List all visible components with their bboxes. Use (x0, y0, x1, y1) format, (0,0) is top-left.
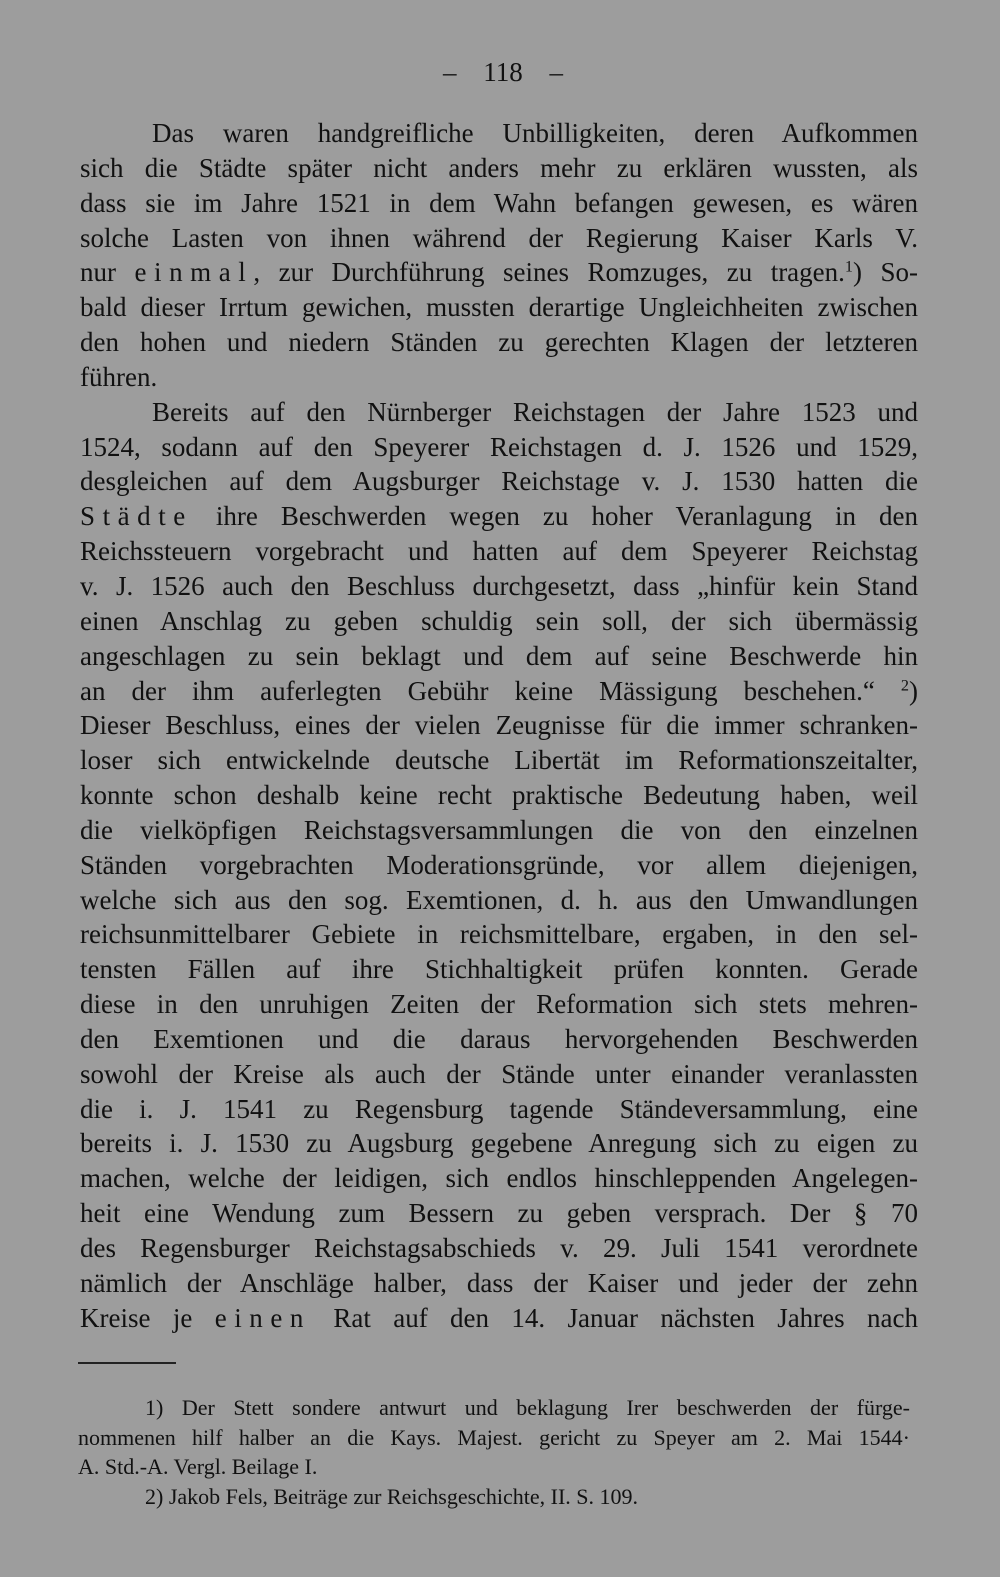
line-text: Rat auf den 14. Januar nächsten Jahres nach (310, 1302, 919, 1333)
body-line: Ständen vorgebrachten Moderationsgründe, vor allem diejenigen, (80, 849, 918, 880)
page-number: – 118 – (443, 57, 563, 87)
body-line: bald dieser Irrtum gewichen, mussten derartige Ungleichheiten zwischen (80, 292, 918, 323)
body-line: des Regensburger Reichstagsabschieds v. 29. Juli 1541 verordnete (80, 1233, 918, 1263)
body-line: welche sich aus den sog. Exemtionen, d. h. aus den Umwandlungen (80, 884, 918, 915)
line-text: nur (80, 257, 135, 288)
footnote-rule (78, 1362, 176, 1364)
footnote-line: nommenen hilf halber an die Kays. Majest. gericht zu Speyer am 2. Mai 1544· (78, 1424, 910, 1450)
body-line: konnte schon deshalb keine recht praktische Bedeutung haben, weil (80, 780, 918, 811)
body-line: machen, welche der leidigen, sich endlos hinschleppenden Angelegen- (80, 1163, 918, 1194)
line-text: an der ihm auferlegten Gebühr keine Mässigung beschehen.“ (80, 675, 901, 706)
footnote-ref: 1 (844, 257, 853, 276)
body-line: tensten Fällen auf ihre Stichhaltigkeit prüfen konnten. Gerade (80, 954, 918, 985)
letterspaced-word: Städte (80, 501, 193, 532)
main-text (80, 116, 918, 1336)
footnote-ref: 2 (900, 675, 909, 694)
body-line: dass sie im Jahre 1521 in dem Wahn befangen gewesen, es wären (80, 187, 918, 218)
body-line: den Exemtionen und die daraus hervorgehenden Beschwerden (80, 1023, 918, 1054)
body-line (80, 499, 918, 534)
body-line: bereits i. J. 1530 zu Augsburg gegebene Anregung sich zu eigen zu (80, 1128, 918, 1159)
body-line (80, 674, 918, 709)
body-line: Bereits auf den Nürnberger Reichstagen der Jahre 1523 und (152, 396, 918, 427)
body-line: die i. J. 1541 zu Regensburg tagende Ständeversammlung, eine (80, 1093, 918, 1124)
body-line: v. J. 1526 auch den Beschluss durchgesetzt, dass „hinfür kein Stand (80, 570, 918, 601)
body-line: loser sich entwickelnde deutsche Libertät im Reformationszeitalter, (80, 745, 918, 776)
footnote-line: A. Std.-A. Vergl. Beilage I. (78, 1454, 318, 1480)
body-line: die vielköpfigen Reichstagsversammlungen die von den einzelnen (80, 814, 918, 845)
paragraph-2 (80, 395, 918, 1336)
line-text: , zur Durchführung seines Romzuges, zu tragen. (253, 257, 845, 288)
body-line: Reichssteuern vorgebracht und hatten auf dem Speyerer Reichstag (80, 536, 918, 567)
letterspaced-word: einmal (134, 257, 254, 288)
footnote-line: 2) Jakob Fels, Beiträge zur Reichsgeschichte, II. S. 109. (145, 1483, 639, 1509)
body-line: den hohen und niedern Ständen zu gerechten Klagen der letzteren (80, 327, 918, 358)
line-text: ) So- (853, 257, 918, 288)
body-line: reichsunmittelbarer Gebiete in reichsmittelbare, ergaben, in den sel- (80, 919, 918, 950)
line-text: ) (909, 675, 918, 706)
body-line: Dieser Beschluss, eines der vielen Zeugnisse für die immer schranken- (80, 710, 918, 741)
body-line (80, 255, 918, 290)
footnote-line: 1) Der Stett sondere antwurt und beklagung Irer beschwerden der fürge- (145, 1395, 910, 1420)
body-line: sowohl der Kreise als auch der Stände unter einander veranlassten (80, 1058, 918, 1089)
letterspaced-word: einen (214, 1302, 311, 1333)
body-line: nämlich der Anschläge halber, dass der Kaiser und jeder der zehn (80, 1267, 918, 1298)
body-line: heit eine Wendung zum Bessern zu geben versprach. Der § 70 (80, 1198, 918, 1229)
body-line (80, 1301, 918, 1336)
body-line: desgleichen auf dem Augsburger Reichstage v. J. 1530 hatten die (80, 466, 918, 497)
line-text: ihre Beschwerden wegen zu hoher Veranlagung in den (192, 501, 918, 532)
body-line: 1524, sodann auf den Speyerer Reichstagen d. J. 1526 und 1529, (80, 431, 918, 462)
body-line: diese in den unruhigen Zeiten der Reformation sich stets mehren- (80, 989, 918, 1020)
paragraph-1 (80, 116, 918, 395)
body-line: einen Anschlag zu geben schuldig sein soll, der sich übermässig (80, 605, 918, 636)
body-line: angeschlagen zu sein beklagt und dem auf seine Beschwerde hin (80, 640, 918, 671)
line-text: Kreise je (80, 1302, 215, 1333)
body-line: führen. (80, 361, 158, 392)
footnotes (78, 1393, 910, 1511)
body-line: sich die Städte später nicht anders mehr zu erklären wussten, als (80, 152, 918, 183)
body-line: Das waren handgreifliche Unbilligkeiten, deren Aufkommen (152, 118, 918, 148)
body-line: solche Lasten von ihnen während der Regierung Kaiser Karls V. (80, 222, 918, 253)
